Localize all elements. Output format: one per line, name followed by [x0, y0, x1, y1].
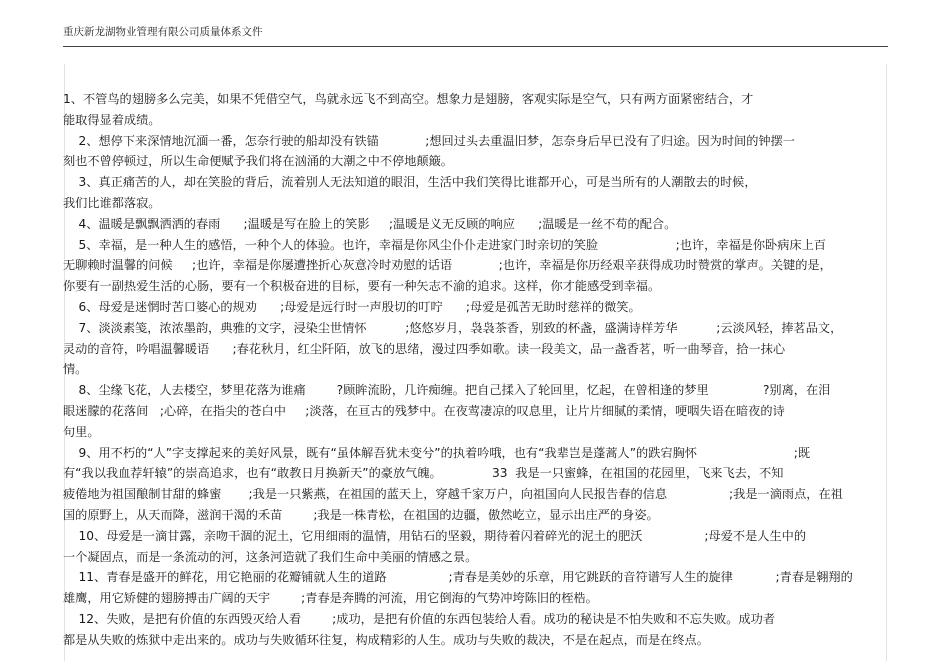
text-line: 国的原野上，从天而降，滋润干渴的禾苗 ;我是一株青松，在祖国的边疆，傲然屹立，显示出庄严的身姿。 — [63, 507, 659, 522]
header-divider — [63, 46, 888, 47]
text-line: 刻也不曾停顿过，所以生命便赋予我们将在汹涌的大潮之中不停地颠簸。 — [63, 154, 453, 169]
document-header: 重庆新龙湖物业管理有限公司质量体系文件 — [63, 26, 263, 38]
text-line: 疲倦地为祖国酿制甘甜的蜂蜜 ;我是一只紫燕，在祖国的蓝天上，穿越千家万户，向祖国向人民报告春的信息 ;我是一滴雨点，在祖 — [63, 487, 843, 502]
text-line: 5、幸福，是一种人生的感悟，一种个人的体验。也许，幸福是你风尘仆仆走进家门时亲切的笑脸 ;也许，幸福是你卧病床上百 — [63, 237, 826, 252]
text-line: 9、用不朽的“人”字支撑起来的美好风景，既有“虽体解吾犹未变兮”的执着吟哦，也有“我辈岂是蓬蒿人”的跌宕胸怀 ;既 — [63, 445, 811, 460]
text-line: 情。 — [63, 362, 88, 377]
text-line: 12、失败，是把有价值的东西毁灭给人看 ;成功，是把有价值的东西包装给人看。成功的秘诀是不怕失败和不忘失败。成功者 — [63, 611, 776, 626]
text-line: 3、真正痛苦的人，却在笑脸的背后，流着别人无法知道的眼泪，生活中我们笑得比谁都开心，可是当所有的人潮散去的时候， — [63, 175, 757, 190]
text-line: 无聊赖时温馨的问候 ;也许，幸福是你屡遭挫折心灰意冷时劝慰的话语 ;也许，幸福是你历经艰辛获得成功时赞赏的掌声。关键的是， — [63, 258, 832, 273]
text-line: 灵动的音符，吟唱温馨暖语 ;春花秋月，红尘阡陌，放飞的思绪，漫过四季如歌。读一段美文，品一盏香茗，听一曲琴音，拾一抹心 — [63, 341, 786, 356]
text-line: 8、尘缘飞花，人去楼空，梦里花落为谁痛 ?顾眸流盼，几许痴缠。把自己揉入了轮回里，忆起，在曾相逢的梦里 ?别离，在泪 — [63, 383, 831, 398]
text-line: 1、不管鸟的翅膀多么完美，如果不凭借空气，鸟就永远飞不到高空。想象力是翅膀，客观实际是空气，只有两方面紧密结合，才 — [63, 92, 754, 106]
text-line: 6、母爱是迷惘时苦口婆心的规劝 ;母爱是远行时一声殷切的叮咛 ;母爱是孤苦无助时慈祥的微笑。 — [63, 299, 641, 314]
text-line: 一个凝固点，而是一条流动的河，这条河造就了我们生命中美丽的情感之景。 — [63, 549, 478, 564]
text-line: 4、温暖是飘飘洒洒的春雨 ;温暖是写在脸上的笑影 ;温暖是义无反顾的响应 ;温暖是一丝不苟的配合。 — [63, 216, 677, 231]
text-line: 我们比谁都落寂。 — [63, 195, 161, 210]
text-line: 你要有一副热爱生活的心肠，要有一个积极奋进的目标，要有一种矢志不渝的追求。这样，你才能感受到幸福。 — [63, 279, 661, 294]
text-line: 有“我以我血荐轩辕”的崇高追求，也有“敢教日月换新天”的豪放气魄。 33 我是一只蜜蜂，在祖国的花园里，飞来飞去，不知 — [63, 466, 784, 481]
text-line: 能取得显着成绩。 — [63, 112, 161, 127]
document-body — [63, 89, 893, 651]
text-line: 7、淡淡素笺，浓浓墨韵，典雅的文字，浸染尘世情怀 ;悠悠岁月，袅袅茶香，别致的杯盏，盛满诗样芳华 ;云淡风轻，捧茗品文， — [63, 320, 843, 335]
text-line: 11、青春是盛开的鲜花，用它艳丽的花瓣铺就人生的道路 ;青春是美妙的乐章，用它跳跃的音符谱写人生的旋律 ;青春是翱翔的 — [63, 570, 853, 585]
text-line: 眼迷朦的花落间 ;心碎，在指尖的苍白中 ;淡落，在亘古的残梦中。在夜莺凄凉的叹息里，让片片细腻的柔情，哽咽失语在暗夜的诗 — [63, 403, 785, 418]
text-line: 句里。 — [63, 424, 100, 439]
text-line: 10、母爱是一滴甘露，亲吻干涸的泥土，它用细雨的温情，用钻石的坚毅，期待着闪着碎光的泥土的肥沃 ;母爱不是人生中的 — [63, 528, 807, 543]
text-line: 2、想停下来深情地沉湎一番，怎奈行驶的船却没有铁锚 ;想回过头去重温旧梦，怎奈身后早已没有了归途。因为时间的钟摆一 — [63, 133, 795, 148]
text-line: 雄鹰，用它矫健的翅膀搏击广阔的天宇 ;青春是奔腾的河流，用它倒海的气势冲垮陈旧的桎梏。 — [63, 591, 598, 606]
text-line: 都是从失败的炼狱中走出来的。成功与失败循环往复，构成精彩的人生。成功与失败的裁决，不是在起点，而是在终点。 — [63, 632, 709, 647]
